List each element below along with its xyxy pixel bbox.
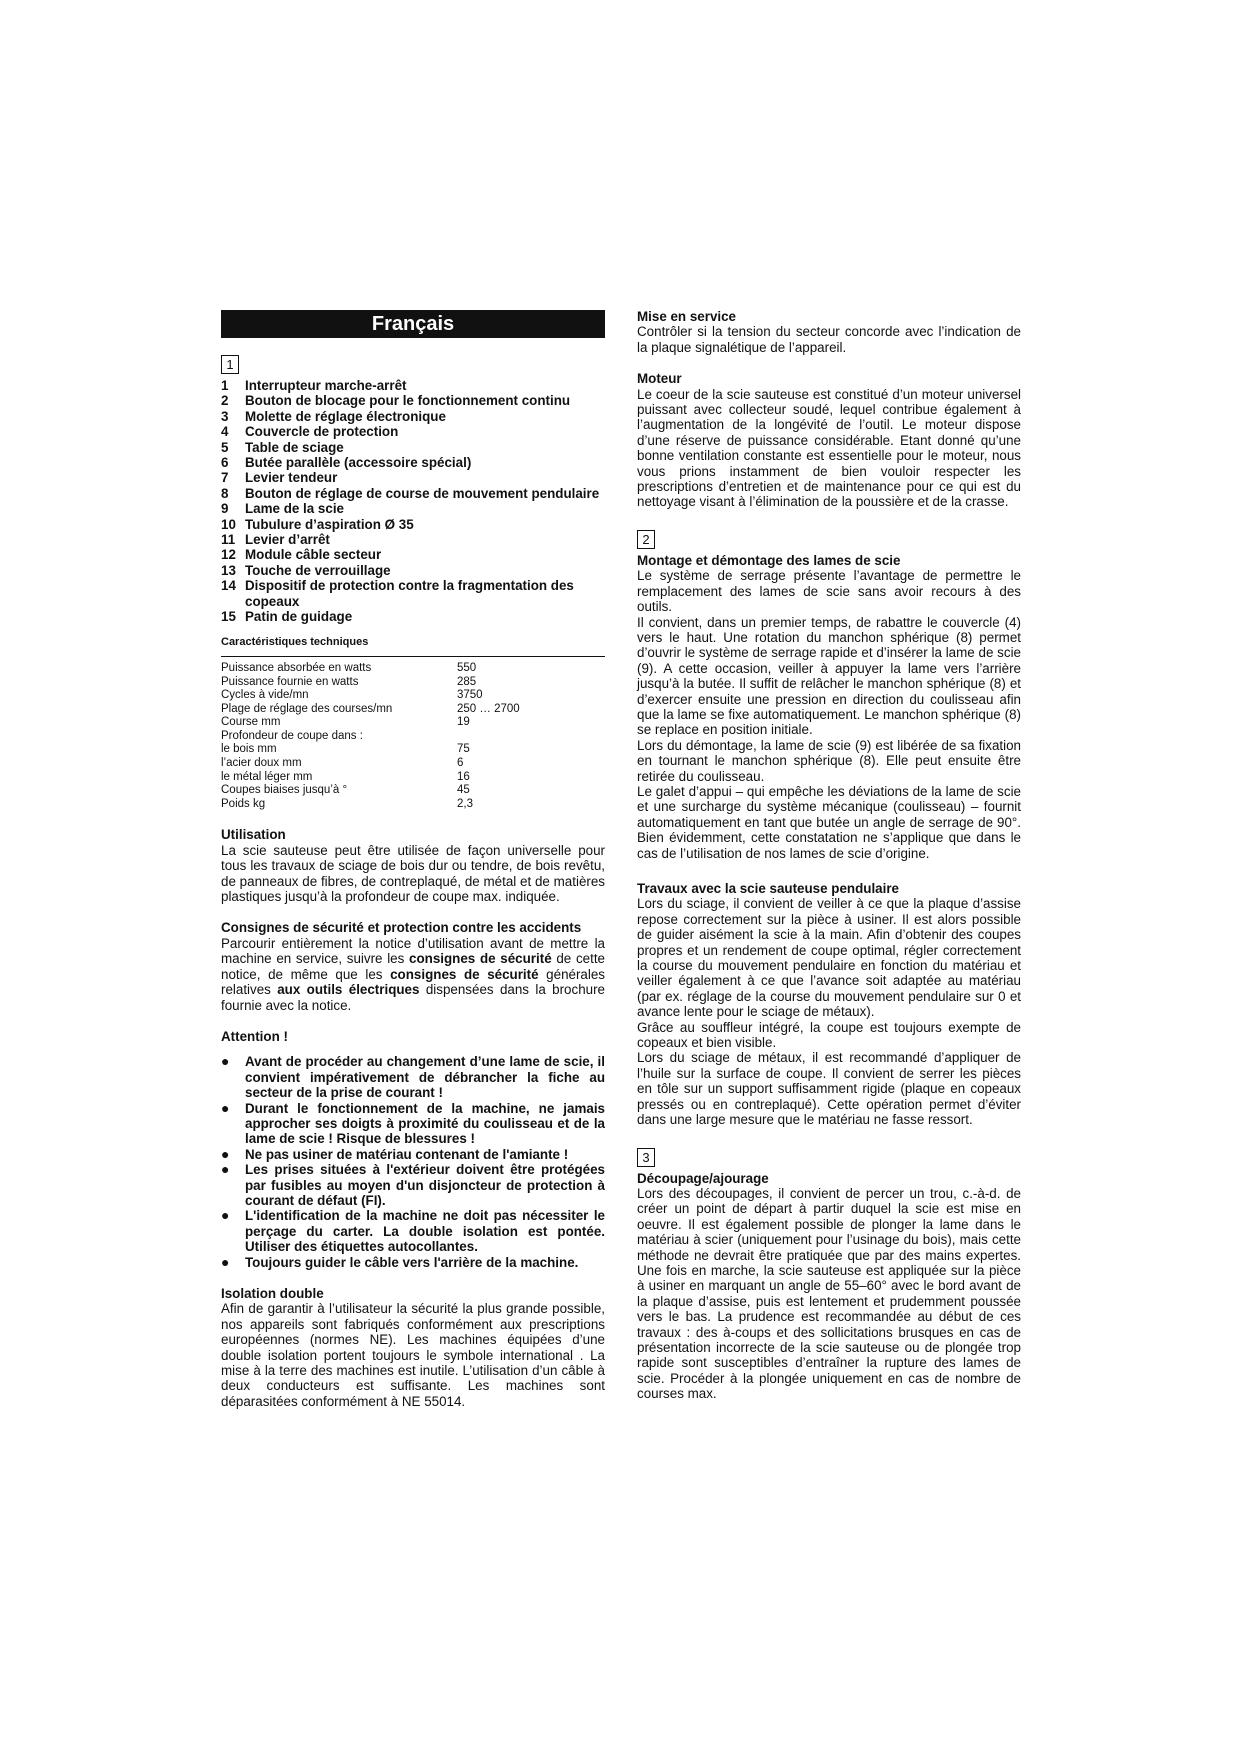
table-row: le bois mm 75: [221, 743, 470, 756]
table-row: Coupes biaises jusqu’à ° 45: [221, 784, 470, 797]
table-row: Puissance absorbée en watts 550: [221, 661, 477, 674]
section-travaux: [637, 881, 1021, 1128]
section-heading: Utilisation: [221, 827, 286, 843]
language-banner: Français: [221, 310, 605, 338]
list-item: 10 Tubulure d’aspiration Ø 35: [221, 516, 414, 532]
list-item: ● Les prises situées à l'extérieur doivent être protégées par fusibles au moyen d'un disjoncteur de protection à courant de défaut (FI).: [221, 1161, 605, 1208]
right-column: [637, 309, 1021, 1418]
section-heading: Consignes de sécurité et protection contre les accidents: [221, 920, 582, 936]
list-item: ● L'identification de la machine ne doit pas nécessiter le perçage du carter. La double isolation est pontée. Utiliser des étiquettes autocollantes.: [221, 1207, 605, 1255]
list-item: ● Ne pas usiner de matériau contenant de l'amiante !: [221, 1145, 569, 1162]
section-moteur: [637, 371, 1021, 510]
section-heading: Découpage/ajourage: [637, 1170, 769, 1186]
section-text: Le coeur de la scie sauteuse est constitué d’un moteur universel puissant avec collecteur soudé, lequel contribue également à l’augmentation de la longévité de l’outil. Le moteur dispose d’une réserve de puissance considérable. Etant donné qu’une bonne ventilation constante est essentielle pour le moteur, nous vous prions instamment de bien vouloir respecter les prescriptions d’entretien et de maintenance pour ce qui est du nettoyage visant à l’élimination de la poussière et de la crasse.: [637, 386, 1021, 510]
section-text: Il convient, dans un premier temps, de rabattre le couvercle (4) vers le haut. Une rotation du manchon sphérique (8) permet d’ouvrir le système de serrage rapide et d’insérer la lame de scie (9). A cette occasion, veiller à appuyer la lame vers l’arrière jusqu’à la butée. Il suffit de relâcher le manchon sphérique (8) et d’exercer ensuite une pression en direction du coulisseau afin que la lame se fixe automatiquement. Le manchon sphérique (8) se replace en position initiale.: [637, 614, 1021, 738]
section-text: Parcourir entièrement la notice d’utilisation avant de mettre la machine en service, suivre les consignes de sécurité de cette notice, de même que les consignes de sécurité générales relatives aux outils électriques dispensées dans la brochure fournie avec la notice.: [221, 935, 605, 1013]
list-item: 3 Molette de réglage électronique: [221, 408, 446, 424]
list-item: 8 Bouton de réglage de course de mouvement pendulaire: [221, 485, 600, 501]
section-heading: Moteur: [637, 371, 682, 387]
section-text: Le système de serrage présente l’avantage de permettre le remplacement des lames de scie sans avoir recours à des outils.: [637, 568, 1021, 615]
bullet-icon: ●: [221, 1161, 230, 1178]
bullet-icon: ●: [221, 1207, 230, 1224]
bullet-icon: ●: [221, 1099, 230, 1116]
warning-list: [221, 1054, 605, 1270]
figure-reference-2: 2: [637, 530, 655, 549]
section-heading: Montage et démontage des lames de scie: [637, 552, 901, 568]
list-item: ● Toujours guider le câble vers l'arrière de la machine.: [221, 1253, 579, 1270]
list-item: 7 Levier tendeur: [221, 470, 338, 486]
list-item: 11 Levier d’arrêt: [221, 532, 330, 548]
table-row: Puissance fournie en watts 285: [221, 675, 477, 688]
list-item: 15 Patin de guidage: [221, 609, 353, 625]
section-text: La scie sauteuse peut être utilisée de façon universelle pour tous les travaux de sciage de bois dur ou tendre, de bois revêtu, de panneaux de fibres, de contreplaqué, de métal et de matières plastiques jusqu’à la profondeur de coupe max. indiquée.: [221, 842, 605, 905]
section-isolation: [221, 1286, 605, 1409]
table-row: Poids kg 2,3: [221, 797, 473, 810]
list-item: 13 Touche de verrouillage: [221, 562, 391, 578]
section-text: Grâce au souffleur intégré, la coupe est toujours exempte de copeaux et bien visible.: [637, 1019, 1021, 1051]
section-heading: Isolation double: [221, 1286, 324, 1301]
list-item: 1 Interrupteur marche-arrêt: [221, 378, 407, 393]
section-safety: [221, 920, 605, 1012]
section-decoupage: [637, 1171, 1021, 1402]
table-row: Profondeur de coupe dans :: [221, 729, 363, 742]
section-text: Lors du démontage, la lame de scie (9) est libérée de sa fixation en tournant le manchon sphérique (8). Elle peut ensuite être retirée du coulisseau.: [637, 737, 1021, 784]
parts-list: [221, 378, 605, 625]
list-item: 9 Lame de la scie: [221, 501, 344, 517]
section-mise-en-service: [637, 309, 1021, 355]
section-text: Lors du sciage, il convient de veiller à ce que la plaque d’assise repose correctement sur la pièce à usiner. Il est alors possible de guider aisément la scie à la main. Afin d’obtenir des coupes propres et un rendement de coupe optimal, régler correctement la course du mouvement pendulaire en fonction du matériau et veiller également à ce que l’avance soit adaptée au matériau (par ex. réglage de la course du mouvement pendulaire sur 0 et avance lente pour le sciage de métaux).: [637, 896, 1021, 1020]
list-item: ● Avant de procéder au changement d’une lame de scie, il convient impérativement de débrancher la fiche au secteur de la prise de courant !: [221, 1053, 605, 1101]
list-item: 6 Butée parallèle (accessoire spécial): [221, 455, 472, 471]
list-item: 4 Couvercle de protection: [221, 424, 399, 440]
list-item: 2 Bouton de blocage pour le fonctionnement continu: [221, 393, 571, 409]
section-utilisation: [221, 827, 605, 904]
table-row: le métal léger mm 16: [221, 770, 470, 783]
section-text: Le galet d’appui – qui empêche les déviations de la lame de scie et une surcharge du système mécanique (coulisseau) – fournit automatiquement en tant que butée un angle de serrage de 90°. Bien évidemment, cette constatation ne s’applique que dans le cas de l’utilisation de nos lames de scie d’origine.: [637, 783, 1021, 861]
table-row: Cycles à vide/mn 3750: [221, 689, 483, 702]
bullet-icon: ●: [221, 1053, 230, 1070]
section-text: Lors des découpages, il convient de percer un trou, c.-à-d. de créer un point de départ à partir duquel la scie est mise en oeuvre. Il est également possible de plonger la lame dans le matériau à scier (uniquement pour l’usinage du bois), mais cette méthode ne devrait être pratiquée que par des mains expertes. Une fois en marche, la scie sauteuse est appliquée sur la pièce à usiner en marquant un angle de 55–60° avec le bord avant de la plaque d’assise, puis est lentement et prudemment poussée vers le bas. La prudence est recommandée au début de ces travaux : des à-coups et des sollicitations brusques en cas de présentation incorrecte de la scie sauteuse ou de plongée trop rapide sont susceptibles d’entraîner la rupture des lames de scie. Procéder à la plongée uniquement en cas de nombre de courses max.: [637, 1185, 1021, 1402]
list-item: 12 Module câble secteur: [221, 547, 382, 563]
bullet-icon: ●: [221, 1253, 230, 1270]
bullet-icon: ●: [221, 1145, 230, 1162]
list-item: 14 Dispositif de protection contre la fragmentation des copeaux: [221, 578, 574, 609]
specs-heading: Caractéristiques techniques: [221, 635, 605, 657]
section-text: Contrôler si la tension du secteur concorde avec l’indication de la plaque signalétique de l’appareil.: [637, 324, 1021, 355]
list-item: 5 Table de sciage: [221, 439, 344, 455]
table-row: Course mm 19: [221, 716, 470, 729]
list-item: ● Durant le fonctionnement de la machine, ne jamais approcher ses doigts à proximité du coulisseau et de la lame de scie ! Risque de blessures !: [221, 1099, 605, 1147]
table-row: l’acier doux mm 6: [221, 757, 464, 770]
section-montage: [637, 553, 1021, 861]
section-heading: Mise en service: [637, 309, 737, 324]
section-text: Afin de garantir à l’utilisateur la sécurité la plus grande possible, nos appareils sont fabriqués conformément aux prescriptions européennes (normes NE). Les machines équipées d’une double isolation portent toujours le symbole international . La mise à la terre des machines est inutile. L’utilisation d’un câble à deux conducteurs est suffisante. Les machines sont déparasitées conformément à NE 55014.: [221, 1301, 605, 1409]
section-heading: Travaux avec la scie sauteuse pendulaire: [637, 881, 900, 896]
figure-reference-3: 3: [637, 1148, 655, 1167]
specs-table: [221, 662, 605, 812]
table-row: Plage de réglage des courses/mn 250 … 2700: [221, 702, 520, 715]
attention-heading: Attention !: [221, 1028, 288, 1044]
left-column: [221, 310, 605, 1425]
figure-reference-1: 1: [221, 355, 239, 374]
section-text: Lors du sciage de métaux, il est recommandé d’appliquer de l’huile sur la surface de coupe. Il convient de serrer les pièces en tôle sur un support suffisamment rigide (plaque en copeaux pressés ou en contreplaqué). Cette opération permet d’éviter dans une large mesure que le matériau ne fasse ressort.: [637, 1050, 1021, 1128]
